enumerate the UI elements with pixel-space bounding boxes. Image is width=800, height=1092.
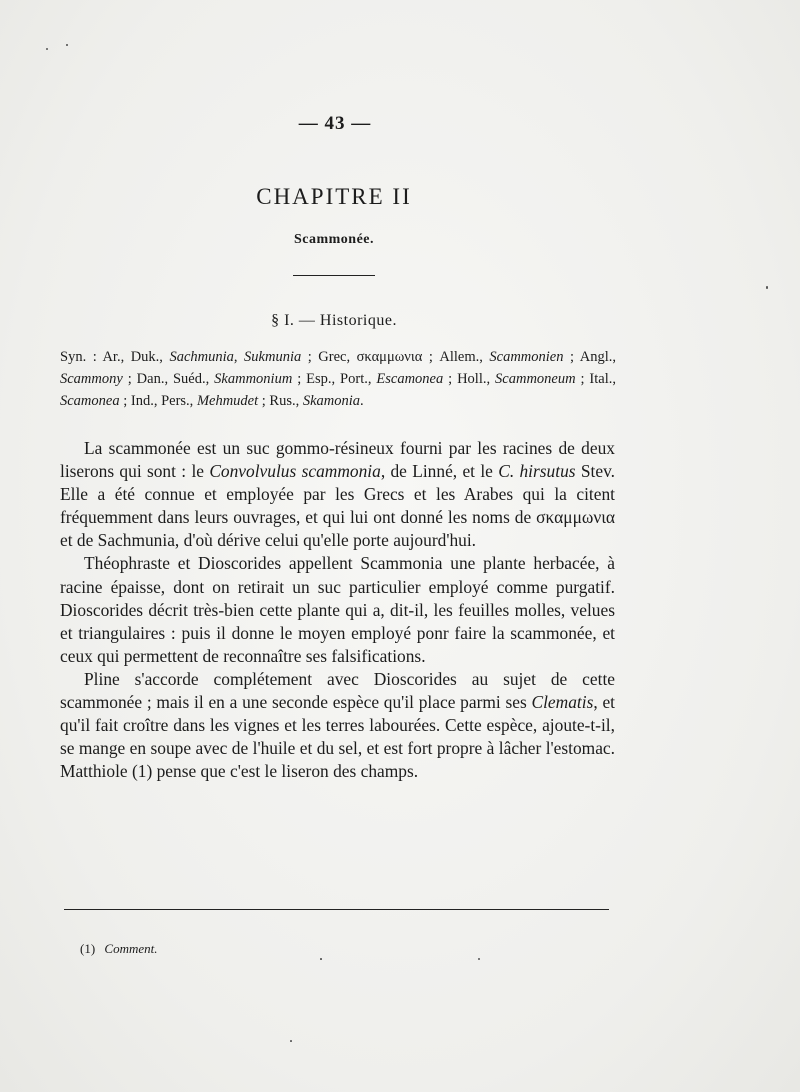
scan-speck: [66, 44, 68, 46]
scan-speck: [320, 958, 322, 960]
synonym-text: ; Dan., Suéd.,: [122, 371, 215, 387]
synonym-term: Scammonien: [489, 349, 564, 365]
scan-speck: [478, 958, 480, 960]
scan-speck: [766, 286, 768, 289]
synonym-term: Skamonia: [302, 393, 361, 409]
paragraph-text: , et qu'il fait croître dans les vignes et les terres labourées. Cette espèce, ajoute-t-il, se mange en soupe avec de l'huile et du sel, et est fort propre à lâcher l'estomac. Matthiole (1) pense que c'est le liseron des champs.: [60, 692, 615, 782]
synonyms-block: [60, 346, 616, 412]
body-text: [60, 437, 615, 783]
paragraph-text: , de Linné, et le: [380, 461, 499, 482]
synonym-text: ,: [233, 349, 245, 365]
synonym-term: Scammony: [60, 371, 123, 387]
synonym-text: Syn. : Ar., Duk.,: [60, 349, 170, 365]
body-paragraph: [60, 552, 615, 667]
synonym-text: ; Grec, σκαμμωνια ; Allem.,: [301, 349, 490, 365]
synonym-text: ; Holl.,: [443, 371, 496, 387]
synonym-term: Escamonea: [376, 371, 444, 387]
scan-speck: [46, 48, 48, 50]
title-divider: [293, 275, 375, 276]
body-paragraph: [60, 668, 615, 783]
synonym-text: ; Ind., Pers.,: [119, 393, 197, 409]
footnote-divider: [64, 909, 609, 910]
synonym-term: Scammoneum: [495, 371, 576, 387]
synonym-text: .: [360, 393, 364, 409]
page-number: — 43 —: [298, 113, 372, 134]
synonym-term: Scamonea: [60, 393, 120, 409]
synonym-text: ; Angl.,: [563, 349, 616, 365]
paragraph-text: Stev. Elle a été connue et employée par les Grecs et les Arabes qui la citent fréquemment dans leurs ouvrages, et qui lui ont donné les noms de σκαμμωνια et de Sachmunia, d'où dérive celui qu'elle porte aujourd'hui.: [60, 461, 616, 551]
footnote-marker: (1): [80, 941, 96, 956]
italic-term: Convolvulus scammonia: [209, 461, 381, 482]
section-heading: § I. — Historique.: [271, 312, 397, 329]
paragraph-text: Pline s'accorde complétement avec Dioscorides au sujet de cette scammonée ; mais il en a une seconde espèce qu'il place parmi ses: [60, 668, 615, 713]
scan-speck: [290, 1040, 292, 1042]
footnote-text: Comment.: [104, 941, 158, 956]
italic-term: Clematis: [531, 692, 594, 713]
body-paragraph: [60, 437, 615, 552]
synonym-term: Sukmunia: [244, 349, 302, 365]
synonym-text: ; Ital.,: [575, 371, 616, 387]
synonym-term: Sachmunia: [169, 349, 234, 365]
synonym-text: ; Esp., Port.,: [292, 371, 377, 387]
synonym-term: Skammonium: [214, 371, 293, 387]
chapter-title: CHAPITRE II: [256, 184, 412, 209]
chapter-subtitle: Scammonée.: [293, 232, 375, 247]
synonym-term: Mehmudet: [196, 393, 259, 409]
footnote: [80, 941, 158, 957]
italic-term: C. hirsutus: [498, 461, 576, 482]
synonym-text: ; Rus.,: [258, 393, 303, 409]
paragraph-text: La scammonée est un suc gommo-résineux fourni par les racines de deux liserons qui sont : le: [60, 438, 615, 482]
paragraph-text: Théophraste et Dioscorides appellent Scammonia une plante herbacée, à racine épaisse, dont on retirait un suc particulier employé comme purgatif. Dioscorides décrit très-bien cette plante qui a, dit-il, les feuilles molles, velues et triangulaires : puis il donne le moyen employé ponr faire la scammonée, et ceux qui permettent de reconnaître ses falsifications.: [60, 553, 615, 666]
